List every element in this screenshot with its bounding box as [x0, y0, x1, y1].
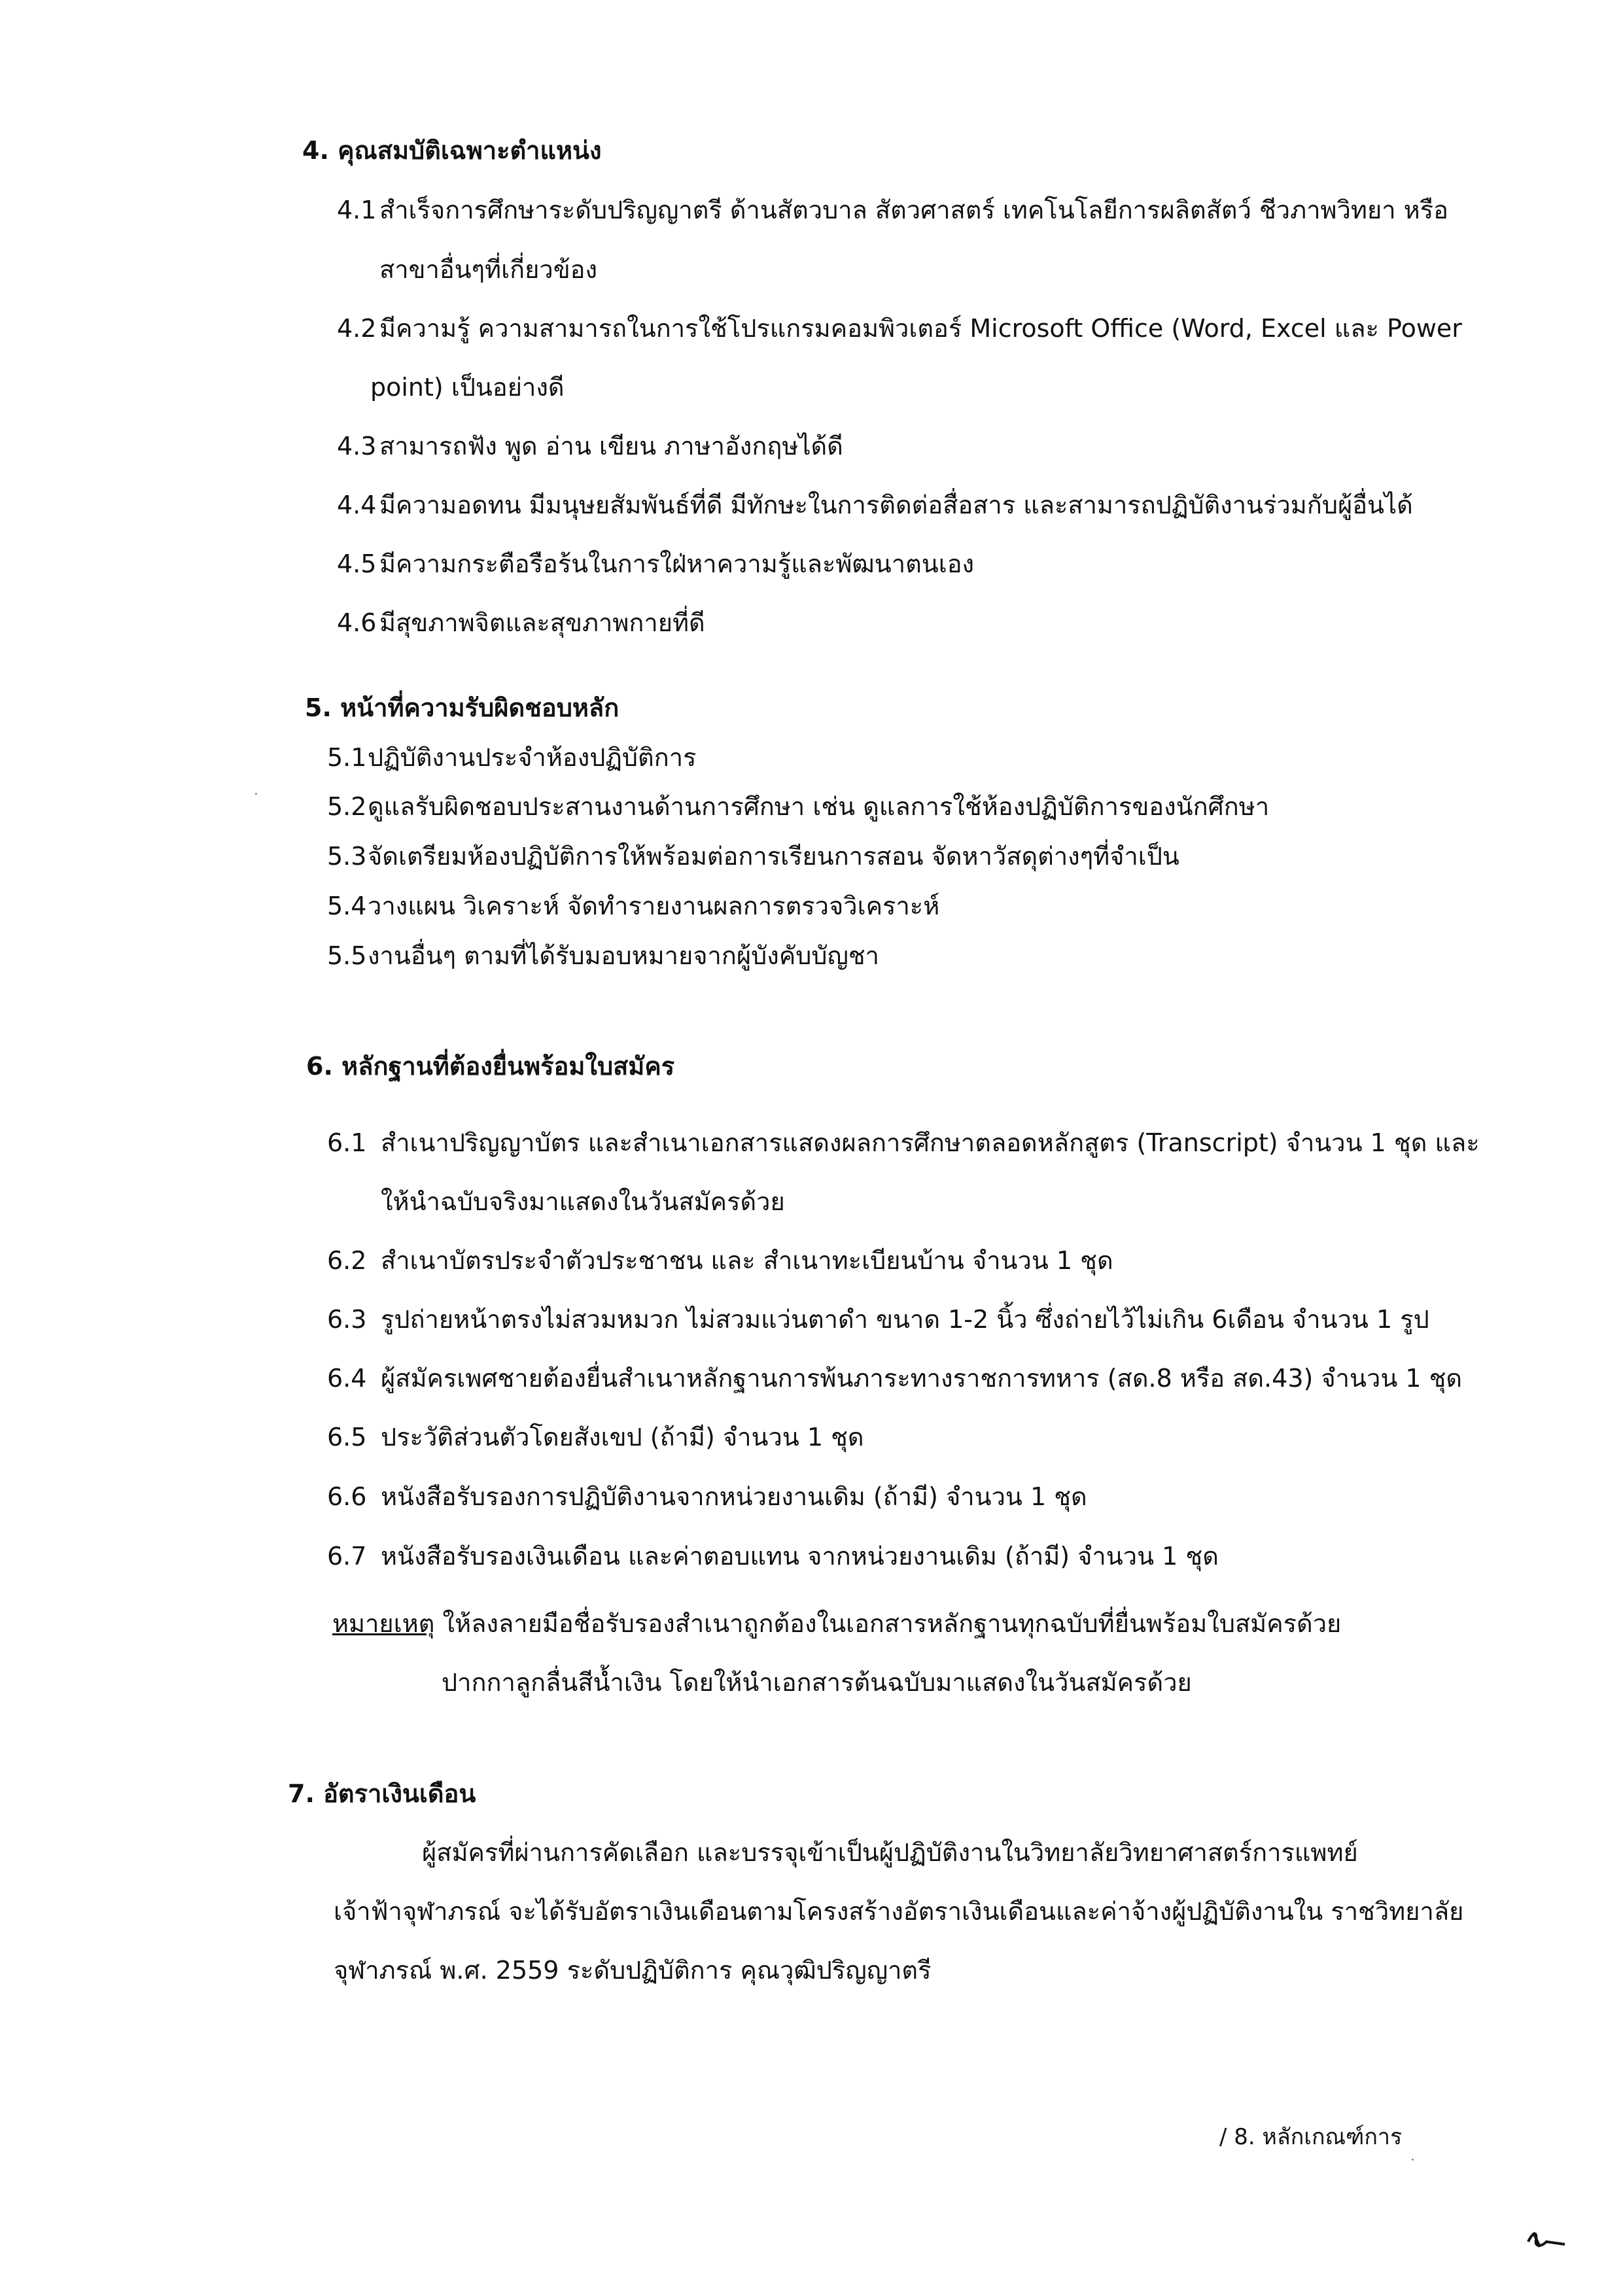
scan-speck — [255, 793, 257, 795]
item-text: วางแผน วิเคราะห์ จัดทำรายงานผลการตรวจวิเคราะห์ — [368, 892, 940, 920]
item-number: 6.3 — [327, 1305, 367, 1334]
item-text: หนังสือรับรองการปฏิบัติงานจากหน่วยงานเดิม (ถ้ามี) จำนวน 1 ชุด — [381, 1482, 1087, 1511]
item-number: 4.2 — [337, 314, 377, 343]
item-number: 6.5 — [327, 1423, 367, 1452]
item-6-7 — [327, 1540, 1219, 1573]
next-page-reference: / 8. หลักเกณฑ์การ — [1219, 2124, 1403, 2150]
item-text: ผู้สมัครเพศชายต้องยื่นสำเนาหลักฐานการพ้นภาระทางราชการทหาร (สด.8 หรือ สด.43) จำนวน 1 ชุด — [381, 1364, 1463, 1393]
item-4-2 — [337, 312, 1462, 345]
item-number: 6.4 — [327, 1364, 367, 1393]
item-text: ดูแลรับผิดชอบประสานงานด้านการศึกษา เช่น ดูแลการใช้ห้องปฏิบัติการของนักศึกษา — [368, 792, 1270, 821]
item-text: จัดเตรียมห้องปฏิบัติการให้พร้อมต่อการเรียนการสอน จัดหาวัสดุต่างๆที่จำเป็น — [368, 842, 1179, 871]
item-text: สำเร็จการศึกษาระดับปริญญาตรี ด้านสัตวบาล สัตวศาสตร์ เทคโนโลยีการผลิตสัตว์ ชีวภาพวิทยา หรือ — [379, 196, 1448, 224]
item-5-5 — [327, 939, 879, 972]
salary-line-2: เจ้าฟ้าจุฬาภรณ์ จะได้รับอัตราเงินเดือนตามโครงสร้างอัตราเงินเดือนและค่าจ้างผู้ปฏิบัติงานใน ราชวิทยาลัย — [334, 1897, 1464, 1926]
note-label: หมายเหตุ — [332, 1609, 435, 1638]
item-text: มีความกระตือรือร้นในการใฝ่หาความรู้และพัฒนาตนเอง — [379, 549, 975, 578]
item-text: มีความรู้ ความสามารถในการใช้โปรแกรมคอมพิวเตอร์ Microsoft Office (Word, Excel และ Power — [379, 314, 1462, 343]
item-6-2 — [327, 1244, 1113, 1277]
item-number: 6.1 — [327, 1128, 367, 1157]
section-6-heading: 6. หลักฐานที่ต้องยื่นพร้อมใบสมัคร — [306, 1052, 675, 1081]
item-number: 5.5 — [327, 941, 367, 970]
item-number: 5.3 — [327, 842, 367, 871]
item-number: 6.7 — [327, 1542, 367, 1571]
item-number: 5.2 — [327, 792, 367, 821]
item-4-1 — [337, 194, 1448, 226]
item-4-1-cont: สาขาอื่นๆที่เกี่ยวข้อง — [379, 255, 598, 284]
item-4-5 — [337, 548, 974, 580]
item-number: 4.5 — [337, 549, 377, 578]
item-4-3 — [337, 430, 843, 462]
section-7-heading: 7. อัตราเงินเดือน — [288, 1779, 476, 1808]
item-number: 4.4 — [337, 491, 377, 519]
item-4-4 — [337, 489, 1413, 521]
section-5-heading: 5. หน้าที่ความรับผิดชอบหลัก — [305, 693, 620, 722]
item-text: หนังสือรับรองเงินเดือน และค่าตอบแทน จากหน่วยงานเดิม (ถ้ามี) จำนวน 1 ชุด — [381, 1542, 1219, 1571]
note-cont: ปากกาลูกลื่นสีน้ำเงิน โดยให้นำเอกสารต้นฉบับมาแสดงในวันสมัครด้วย — [442, 1668, 1192, 1697]
item-6-1 — [327, 1126, 1480, 1159]
item-number: 4.3 — [337, 432, 377, 461]
scan-speck — [1412, 2159, 1414, 2161]
item-number: 6.2 — [327, 1246, 367, 1275]
salary-line-3: จุฬาภรณ์ พ.ศ. 2559 ระดับปฏิบัติการ คุณวุฒิปริญญาตรี — [334, 1956, 932, 1985]
item-number: 4.1 — [337, 196, 377, 224]
item-4-6 — [337, 606, 705, 639]
item-6-3 — [327, 1303, 1429, 1336]
item-number: 6.6 — [327, 1482, 367, 1511]
item-text: รูปถ่ายหน้าตรงไม่สวมหมวก ไม่สวมแว่นตาดำ ขนาด 1-2 นิ้ว ซึ่งถ่ายไว้ไม่เกิน 6เดือน จำนวน 1 รูป — [381, 1305, 1429, 1334]
item-5-4 — [327, 890, 939, 922]
section-4-heading: 4. คุณสมบัติเฉพาะตำแหน่ง — [302, 136, 602, 165]
item-number: 5.1 — [327, 743, 367, 772]
item-5-3 — [327, 840, 1179, 873]
item-text: ปฏิบัติงานประจำห้องปฏิบัติการ — [368, 743, 697, 772]
item-text: สำเนาปริญญาบัตร และสำเนาเอกสารแสดงผลการศึกษาตลอดหลักสูตร (Transcript) จำนวน 1 ชุด และ — [381, 1128, 1480, 1157]
item-text: มีความอดทน มีมนุษยสัมพันธ์ที่ดี มีทักษะในการติดต่อสื่อสาร และสามารถปฏิบัติงานร่วมกับผู้อื่นได้ — [379, 491, 1413, 519]
note-text: ให้ลงลายมือชื่อรับรองสำเนาถูกต้องในเอกสารหลักฐานทุกฉบับที่ยื่นพร้อมใบสมัครด้วย — [442, 1609, 1342, 1638]
item-text: สำเนาบัตรประจำตัวประชาชน และ สำเนาทะเบียนบ้าน จำนวน 1 ชุด — [381, 1246, 1113, 1275]
initial-signature-mark — [1524, 2227, 1570, 2253]
item-6-4 — [327, 1362, 1462, 1395]
item-6-5 — [327, 1421, 864, 1453]
item-6-1-cont: ให้นำฉบับจริงมาแสดงในวันสมัครด้วย — [381, 1187, 785, 1216]
item-text: มีสุขภาพจิตและสุขภาพกายที่ดี — [379, 608, 705, 637]
salary-line-1: ผู้สมัครที่ผ่านการคัดเลือก และบรรจุเข้าเป็นผู้ปฏิบัติงานในวิทยาลัยวิทยาศาสตร์การแพทย์ — [422, 1838, 1358, 1867]
item-5-2 — [327, 790, 1269, 823]
item-4-2-cont: point) เป็นอย่างดี — [370, 373, 565, 402]
note — [332, 1607, 1341, 1640]
item-number: 5.4 — [327, 892, 367, 920]
item-5-1 — [327, 741, 696, 774]
item-number: 4.6 — [337, 608, 377, 637]
item-text: สามารถฟัง พูด อ่าน เขียน ภาษาอังกฤษได้ดี — [379, 432, 843, 461]
item-6-6 — [327, 1480, 1087, 1513]
item-text: ประวัติส่วนตัวโดยสังเขป (ถ้ามี) จำนวน 1 ชุด — [381, 1423, 864, 1452]
item-text: งานอื่นๆ ตามที่ได้รับมอบหมายจากผู้บังคับบัญชา — [368, 941, 880, 970]
